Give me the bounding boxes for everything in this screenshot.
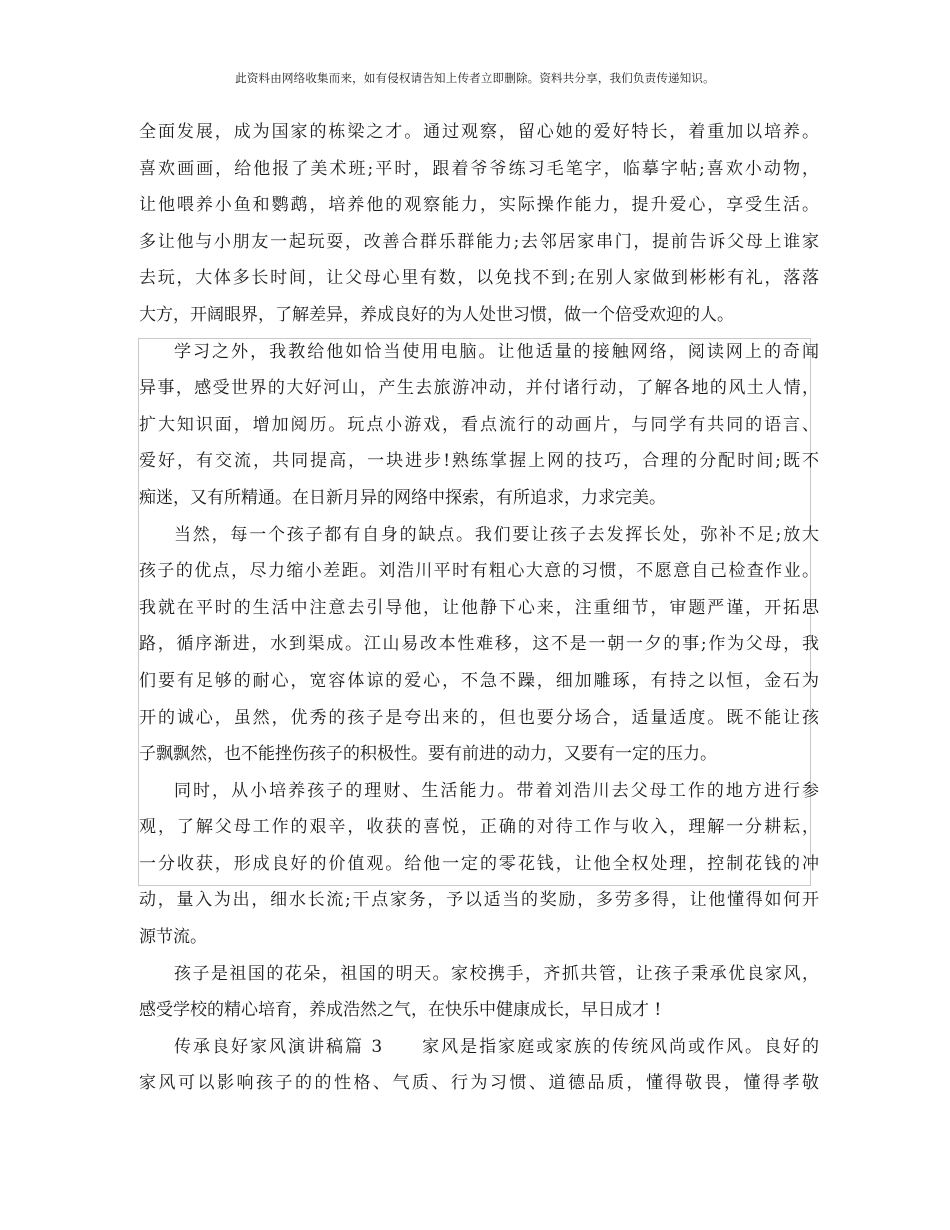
text-line: 我就在平时的生活中注意去引导他，让他静下心来，注重细节，审题严谨，开拓思	[139, 597, 819, 618]
body-text	[139, 114, 819, 1102]
text-line: 爱好，有交流，共同提高，一块进步!熟练掌握上网的技巧，合理的分配时间;既不	[139, 451, 819, 472]
text-line: 当然，每一个孩子都有自身的缺点。我们要让孩子去发挥长处，弥补不足;放大	[174, 524, 819, 545]
text-line: 源节流。	[139, 927, 207, 948]
text-line: 动，量入为出，细水长流;干点家务，予以适当的奖励，多劳多得，让他懂得如何开	[139, 890, 819, 911]
text-line: 学习之外，我教给他如恰当使用电脑。让他适量的接触网络，阅读网上的奇闻	[174, 341, 819, 362]
text-line: 感受学校的精心培育，养成浩然之气，在快乐中健康成长，早日成才 !	[139, 1000, 662, 1021]
text-line: 痴迷，又有所精通。在日新月异的网络中探索，有所追求，力求完美。	[139, 487, 666, 508]
text-line: 去玩，大体多长时间，让父母心里有数，以免找不到;在别人家做到彬彬有礼，落落	[139, 268, 819, 289]
text-line: 扩大知识面，增加阅历。玩点小游戏，看点流行的动画片，与同学有共同的语言、	[139, 414, 819, 435]
text-line: 全面发展，成为国家的栋梁之才。通过观察，留心她的爱好特长，着重加以培养。	[139, 122, 819, 142]
text-line: 传承良好家风演讲稿篇 3 家风是指家庭或家族的传统风尚或作风。良好的	[174, 1036, 819, 1057]
text-line: 让他喂养小鱼和鹦鹉，培养他的观察能力，实际操作能力，提升爱心，享受生活。	[139, 195, 819, 216]
text-line: 孩子是祖国的花朵，祖国的明天。家校携手，齐抓共管，让孩子秉承优良家风，	[174, 963, 819, 984]
text-line: 异事，感受世界的大好河山，产生去旅游冲动，并付诸行动，了解各地的风土人情，	[139, 378, 819, 399]
text-line: 观，了解父母工作的艰辛，收获的喜悦，正确的对待工作与收入，理解一分耕耘，	[139, 817, 819, 838]
text-line: 孩子的优点，尽力缩小差距。刘浩川平时有粗心大意的习惯，不愿意自己检查作业。	[139, 561, 819, 582]
text-line: 同时，从小培养孩子的理财、生活能力。带着刘浩川去父母工作的地方进行参	[174, 780, 819, 801]
text-line: 们要有足够的耐心，宽容体谅的爱心，不急不躁，细加雕琢，有持之以恒，金石为	[139, 670, 819, 691]
text-line: 开的诚心，虽然，优秀的孩子是夸出来的，但也要分场合，适量适度。既不能让孩	[139, 707, 819, 728]
text-line: 大方，开阔眼界，了解差异，养成良好的为人处世习惯，做一个倍受欢迎的人。	[139, 304, 734, 325]
text-line: 家风可以影响孩子的的性格、气质、行为习惯、道德品质，懂得敬畏，懂得孝敬	[139, 1073, 819, 1094]
copyright-notice: 此资料由网络收集而来，如有侵权请告知上传者立即删除。资料共分享，我们负责传递知识。	[235, 71, 715, 85]
text-line: 多让他与小朋友一起玩耍，改善合群乐群能力;去邻居家串门，提前告诉父母上谁家	[139, 231, 819, 252]
text-line: 子飘飘然，也不能挫伤孩子的积极性。要有前进的动力，又要有一定的压力。	[139, 744, 717, 765]
text-line: 一分收获，形成良好的价值观。给他一定的零花钱，让他全权处理，控制花钱的冲	[139, 853, 819, 874]
text-line: 路，循序渐进，水到渠成。江山易改本性难移，这不是一朝一夕的事;作为父母，我	[139, 634, 819, 655]
text-line: 喜欢画画，给他报了美术班;平时，跟着爷爷练习毛笔字，临摹字帖;喜欢小动物，	[139, 158, 819, 179]
